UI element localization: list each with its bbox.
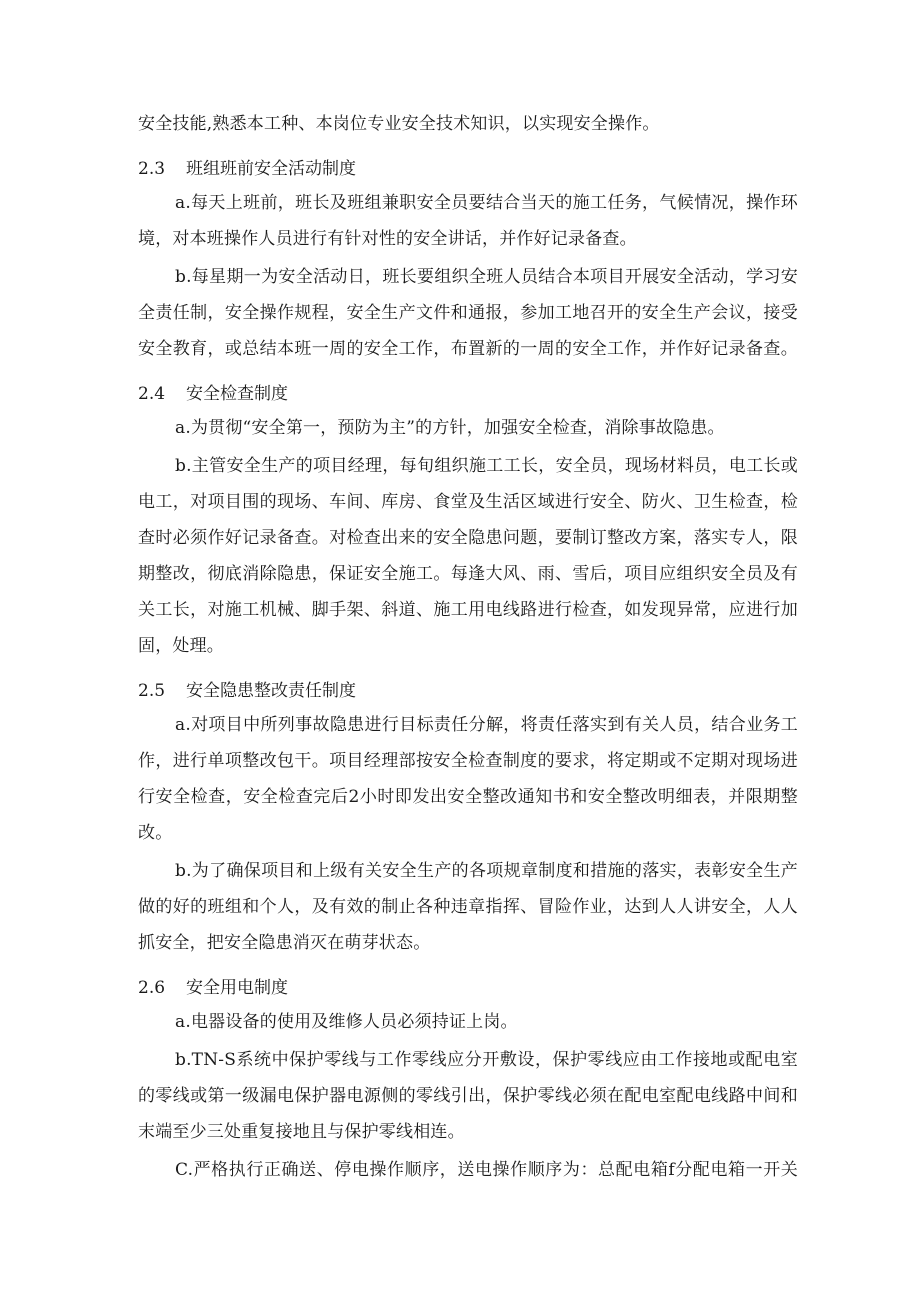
section-title: 班组班前安全活动制度 (186, 159, 356, 179)
text-line: 安全技能,熟悉本工种、本岗位专业安全技术知识，以实现安全操作。 (138, 114, 660, 134)
text-line: 的零线或第一级漏电保护器电源侧的零线引出，保护零线必须在配电室配电线路中间和 (138, 1086, 798, 1106)
text-line: 电工，对项目围的现场、车间、库房、食堂及生活区域进行安全、防火、卫生检查，检 (138, 492, 798, 512)
text-line: 全责任制，安全操作规程，安全生产文件和通报，参加工地召开的安全生产会议，接受 (138, 303, 798, 323)
section-title: 安全检查制度 (186, 384, 288, 404)
text-line: 行安全检查，安全检查完后2小时即发出安全整改通知书和安全整改明细表，并限期整 (138, 787, 798, 807)
section-heading-2-3 (138, 157, 356, 181)
text-line: 固，处理。 (138, 636, 224, 656)
text-line: 作，进行单项整改包干。项目经理部按安全检查制度的要求，将定期或不定期对现场进 (138, 751, 798, 771)
text-line: 关工长，对施工机械、脚手架、斜道、施工用电线路进行检查，如发现异常，应进行加 (138, 600, 798, 620)
section-title: 安全隐患整改责任制度 (186, 681, 356, 701)
text-line: 改。 (138, 823, 173, 843)
text-line: 查时必须作好记录备查。对检查出来的安全隐患问题，要制订整改方案，落实专人，限 (138, 528, 798, 548)
text-line: a.为贯彻“安全第一，预防为主”的方针，加强安全检查，消除事故隐患。 (175, 418, 725, 438)
section-heading-2-6 (138, 976, 288, 1000)
text-line: a.每天上班前，班长及班组兼职安全员要结合当天的施工任务，气候情况，操作环 (175, 193, 798, 213)
text-line: b.为了确保项目和上级有关安全生产的各项规章制度和措施的落实，表彰安全生产 (175, 861, 798, 881)
text-line: b.每星期一为安全活动日，班长要组织全班人员结合本项目开展安全活动，学习安 (175, 267, 798, 287)
text-line: 境，对本班操作人员进行有针对性的安全讲话，并作好记录备查。 (138, 229, 637, 249)
section-number: 2.4 (138, 384, 166, 404)
section-heading-2-5 (138, 679, 356, 703)
section-number: 2.5 (138, 681, 166, 701)
section-number: 2.6 (138, 978, 166, 998)
text-line: b.主管安全生产的项目经理，每旬组织施工工长，安全员，现场材料员，电工长或 (175, 456, 798, 476)
section-number: 2.3 (138, 159, 166, 179)
text-line: 安全教育，或总结本班一周的安全工作，布置新的一周的安全工作，并作好记录备查。 (138, 339, 798, 359)
section-heading-2-4 (138, 382, 288, 406)
section-title: 安全用电制度 (186, 978, 288, 998)
text-line: a.电器设备的使用及维修人员必须持证上岗。 (175, 1012, 518, 1032)
text-line: 末端至少三处重复接地且与保护零线相连。 (138, 1122, 465, 1142)
text-line: 抓安全，把安全隐患消灭在萌芽状态。 (138, 933, 431, 953)
text-line: a.对项目中所列事故隐患进行目标责任分解，将责任落实到有关人员，结合业务工 (175, 715, 798, 735)
text-line: 期整改，彻底消除隐患，保证安全施工。每逢大风、雨、雪后，项目应组织安全员及有 (138, 564, 798, 584)
text-line: 做的好的班组和个人，及有效的制止各种违章指挥、冒险作业，达到人人讲安全，人人 (138, 897, 798, 917)
text-line: C.严格执行正确送、停电操作顺序，送电操作顺序为：总配电箱f分配电箱一开关 (175, 1160, 798, 1180)
text-line: b.TN-S系统中保护零线与工作零线应分开敷设，保护零线应由工作接地或配电室 (175, 1050, 798, 1070)
